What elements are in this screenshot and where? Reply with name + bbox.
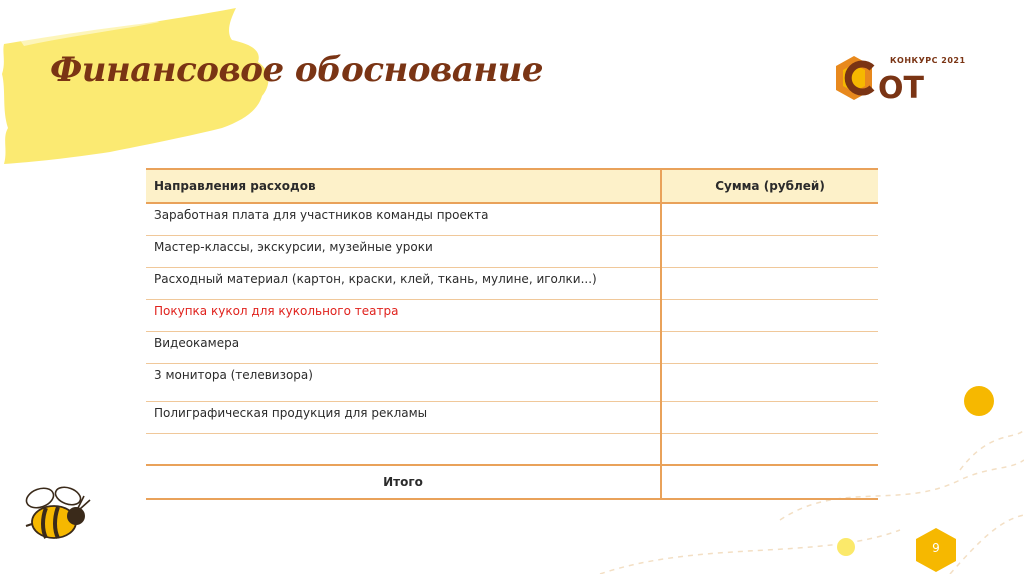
- column-header-sum: Сумма (рублей): [661, 169, 878, 203]
- page-number: 9: [932, 541, 940, 555]
- expense-item: Видеокамера: [146, 331, 661, 363]
- expense-item: Заработная плата для участников команды проекта: [146, 203, 661, 235]
- bee-icon: [18, 484, 98, 550]
- expense-item: Полиграфическая продукция для рекламы: [146, 401, 661, 433]
- total-value: [661, 465, 878, 499]
- expense-sum: [661, 203, 878, 235]
- expense-sum: [661, 433, 878, 465]
- total-label: Итого: [146, 465, 661, 499]
- expense-sum: [661, 401, 878, 433]
- column-header-expenses: Направления расходов: [146, 169, 661, 203]
- expense-sum: [661, 363, 878, 401]
- expense-item: [146, 433, 661, 465]
- table-row: [146, 203, 878, 235]
- expense-sum: [661, 331, 878, 363]
- logo-contest-label: КОНКУРС 2021: [890, 56, 966, 65]
- expense-sum: [661, 235, 878, 267]
- decorative-dot: [837, 538, 855, 556]
- table-row: [146, 299, 878, 331]
- table-row: [146, 267, 878, 299]
- table-row-empty: [146, 433, 878, 465]
- expense-item-highlighted: Покупка кукол для кукольного театра: [146, 299, 661, 331]
- table-row: [146, 401, 878, 433]
- expense-item: Расходный материал (картон, краски, клей, ткань, мулине, иголки...): [146, 267, 661, 299]
- expense-sum: [661, 267, 878, 299]
- table-row: [146, 331, 878, 363]
- logo-mark-text: ОТ: [878, 71, 924, 106]
- total-row: [146, 465, 878, 499]
- page-number-badge: [914, 527, 958, 573]
- decorative-dot: [964, 386, 994, 416]
- table-row: [146, 235, 878, 267]
- page-title: Финансовое обоснование: [50, 50, 544, 90]
- expense-sum: [661, 299, 878, 331]
- finance-table: [146, 168, 878, 500]
- table-row: [146, 363, 878, 401]
- expense-item: Мастер-классы, экскурсии, музейные уроки: [146, 235, 661, 267]
- table-header-row: [146, 169, 878, 203]
- expense-item: 3 монитора (телевизора): [146, 363, 661, 401]
